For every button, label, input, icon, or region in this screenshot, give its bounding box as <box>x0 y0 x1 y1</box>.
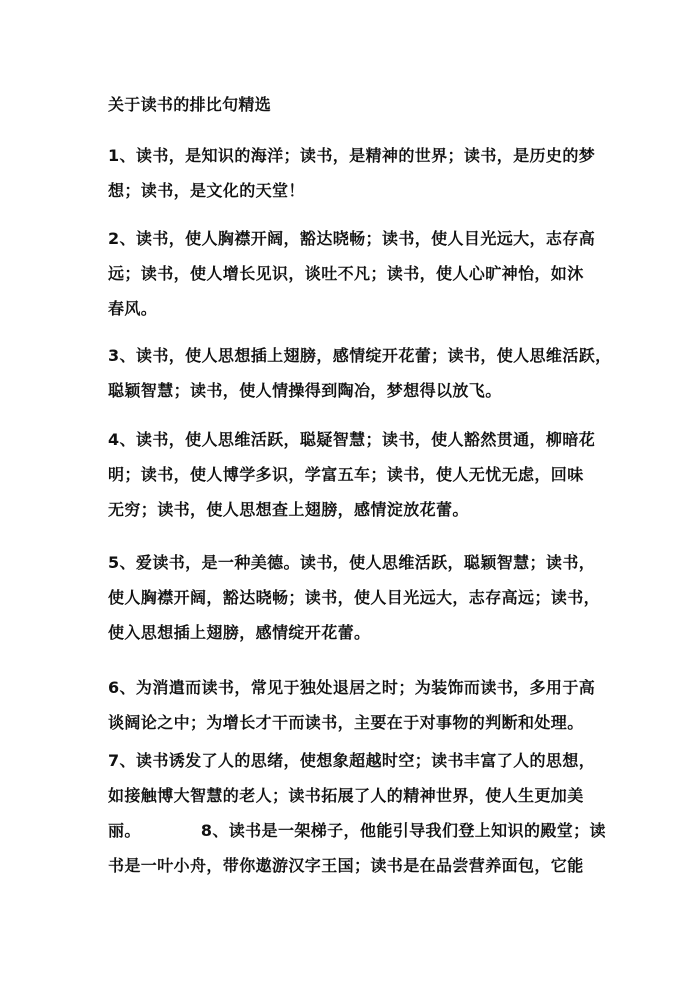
paragraph-line: 使人胸襟开阔，豁达晓畅；读书，使人目光远大，志存高远；读书， <box>108 588 601 607</box>
paragraph-6 <box>108 670 608 740</box>
paragraph-line: 2、读书，使人胸襟开阔，豁达晓畅；读书，使人目光远大，志存高 <box>108 229 596 248</box>
paragraph-line: 书是一叶小舟，带你遨游汉字王国；读书是在品尝营养面包，它能 <box>108 856 584 875</box>
paragraph-2 <box>108 221 608 326</box>
paragraph-line: 明；读书，使人博学多识，学富五车；读书，使人无忧无虑，回味 <box>108 465 584 484</box>
paragraph-line: 1、读书，是知识的海洋；读书，是精神的世界；读书，是历史的梦 <box>108 146 596 165</box>
paragraph-line: 春风。 <box>108 299 158 318</box>
paragraph-line: 如接触博大智慧的老人；读书拓展了人的精神世界，使人生更加美 <box>108 786 584 805</box>
paragraph-8-start: 8、读书是一架梯子，他能引导我们登上知识的殿堂；读 <box>200 821 606 840</box>
paragraph-1 <box>108 138 608 208</box>
paragraph-line: 7、读书诱发了人的思绪，使想象超越时空；读书丰富了人的思想， <box>108 751 596 770</box>
paragraph-line: 想；读书，是文化的天堂！ <box>108 181 305 200</box>
paragraph-line: 6、为消遣而读书，常见于独处退居之时；为装饰而读书，多用于高 <box>108 678 596 697</box>
paragraph-7-end: 丽。 <box>108 821 141 840</box>
paragraph-line: 4、读书，使人思维活跃，聪疑智慧；读书，使人豁然贯通，柳暗花 <box>108 430 596 449</box>
paragraph-line: 5、爱读书，是一种美德。读书，使人思维活跃，聪颖智慧；读书， <box>108 553 596 572</box>
paragraph-line: 使入思想插上翅膀，感情绽开花蕾。 <box>108 623 371 642</box>
paragraph-line: 远；读书，使人增长见识，谈吐不凡；读书，使人心旷神怡，如沐 <box>108 264 584 283</box>
paragraph-4 <box>108 422 608 527</box>
paragraph-line-mixed <box>108 813 608 848</box>
paragraph-line: 3、读书，使人思想插上翅膀，感情绽开花蕾；读书，使人思维活跃， <box>108 346 612 365</box>
document-title: 关于读书的排比句精选 <box>108 95 272 114</box>
paragraph-line: 无穷；读书，使人思想查上翅膀，感情淀放花蕾。 <box>108 500 469 519</box>
paragraph-7 <box>108 743 608 883</box>
paragraph-5 <box>108 545 608 650</box>
paragraph-3 <box>108 338 612 408</box>
paragraph-line: 谈阔论之中；为增长才干而读书，主要在于对事物的判断和处理。 <box>108 713 584 732</box>
paragraph-line: 聪颖智慧；读书，使人情操得到陶冶，梦想得以放飞。 <box>108 381 502 400</box>
